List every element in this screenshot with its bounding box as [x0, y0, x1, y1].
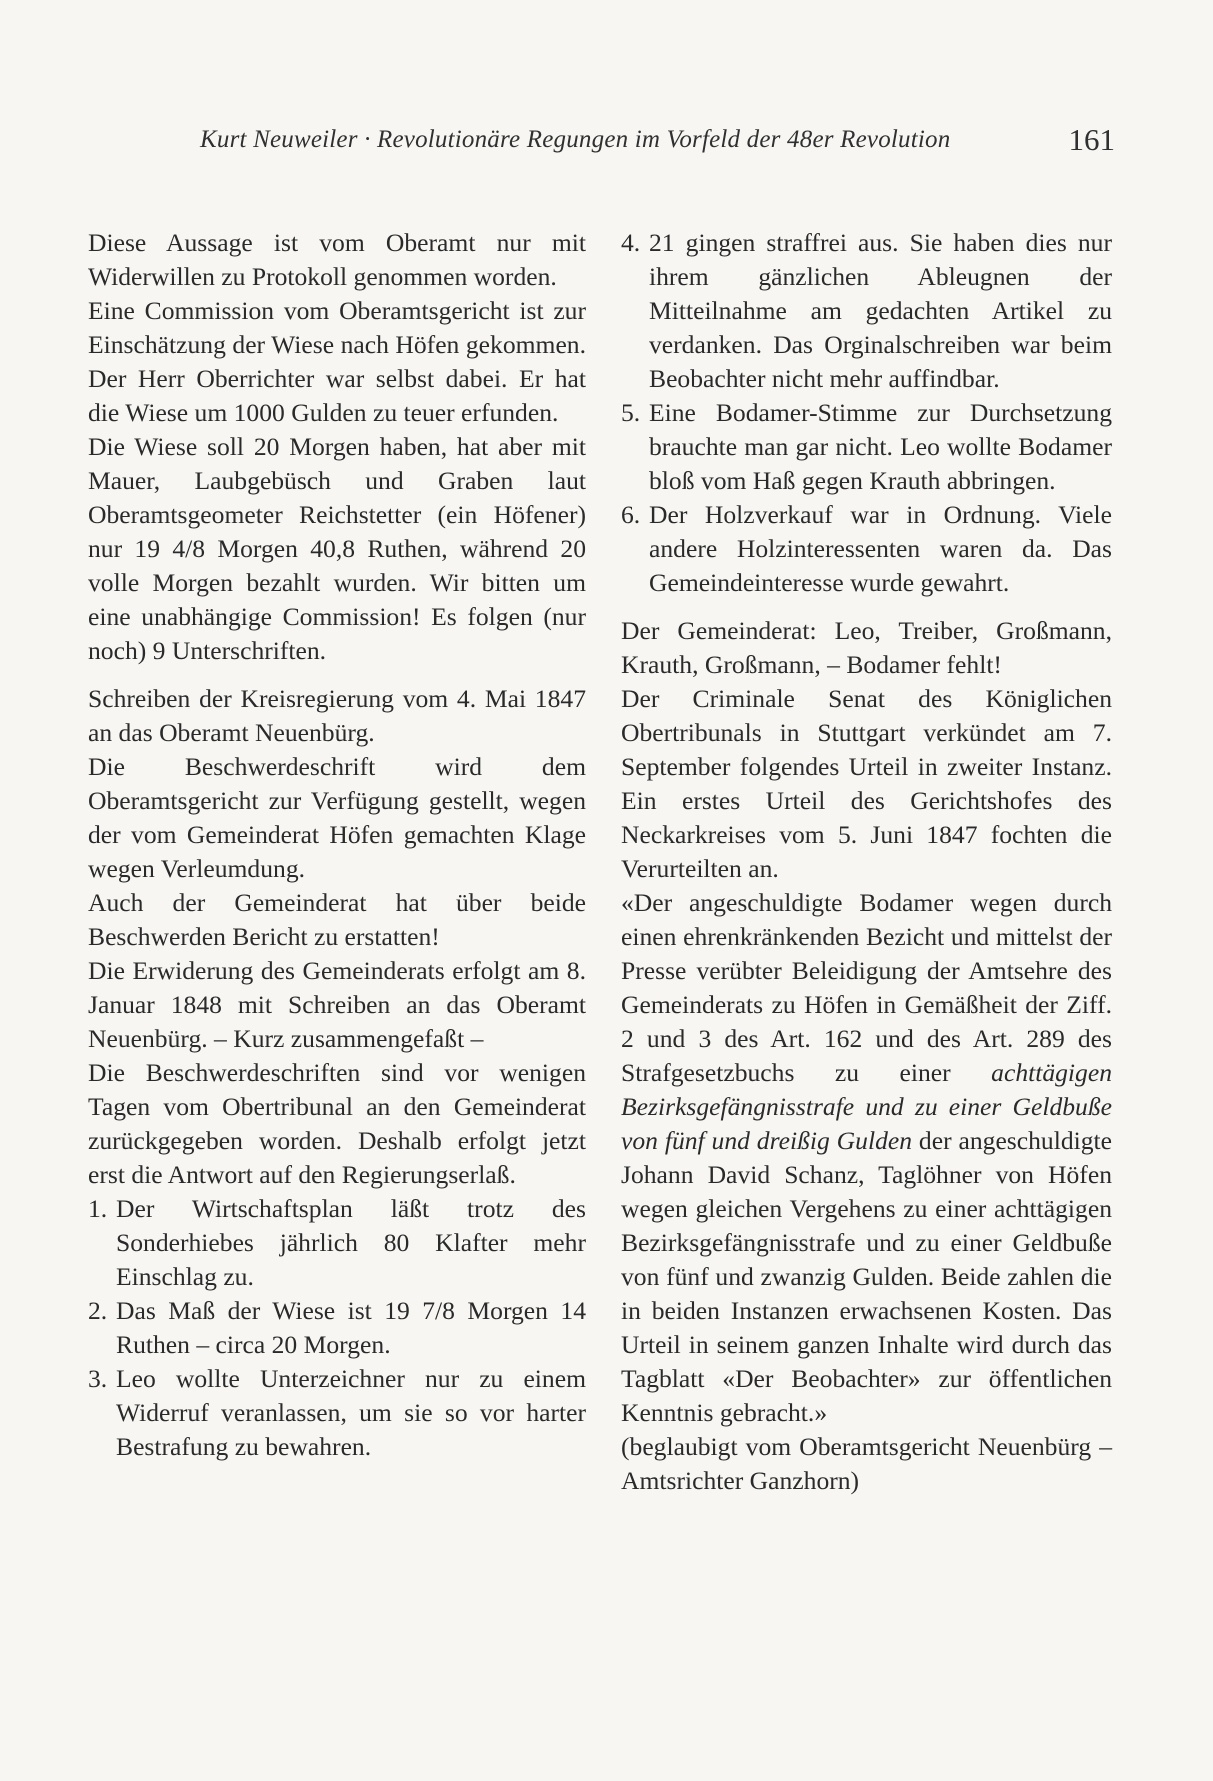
list-item: [621, 498, 1112, 600]
list-text: Leo wollte Unterzeichner nur zu einem Widerruf veranlassen, um sie so vor harter Bestrafung zu bewahren.: [116, 1364, 586, 1461]
list-item: [88, 1192, 586, 1294]
quote-text: «Der angeschuldigte Bodamer wegen durch einen ehrenkränkenden Bezicht und mittelst der Presse verübter Beleidigung der Amtsehre des Gemeinderats zu Höfen in Gemäßheit der Ziff. 2 und 3 des Art. 162 und des Art. 289 des Strafgesetzbuchs zu einer: [621, 888, 1112, 1087]
verdict-quote: [621, 886, 1112, 1430]
list-text: Der Wirtschaftsplan läßt trotz des Sonderhiebes jährlich 80 Klafter mehr Einschlag zu.: [116, 1194, 586, 1291]
quote-text: der angeschuldigte Johann David Schanz, Taglöhner von Höfen wegen gleichen Vergehens zu einer achttägigen Bezirksgefängnisstrafe und zu einer Geldbuße von fünf und zwanzig Gulden. Beide zahlen die in beiden Instanzen erwachsenen Kosten. Das Urteil in seinem ganzen Inhalte wird durch das Tagblatt «Der Beobachter» zur öffentlichen Kenntnis gebracht.»: [621, 1126, 1112, 1427]
left-column: [88, 226, 586, 1464]
list-number: 4.: [621, 228, 641, 257]
list-number: 3.: [88, 1364, 108, 1393]
paragraph: Eine Commission vom Oberamtsgericht ist zur Einschätzung der Wiese nach Höfen gekommen. Der Herr Oberrichter war selbst dabei. Er hat die Wiese um 1000 Gulden zu teuer erfunden.: [88, 296, 586, 427]
list-item: [88, 1294, 586, 1362]
list-item: [88, 1362, 586, 1464]
list-number: 5.: [621, 398, 641, 427]
page-number: 161: [1068, 122, 1115, 157]
paragraph: Die Wiese soll 20 Morgen haben, hat aber mit Mauer, Laubgebüsch und Graben laut Oberamtsgeometer Reichstetter (ein Höfener) nur 19 4/8 Morgen 40,8 Ruthen, während 20 volle Morgen bezahlt wurden. Wir bitten um eine unabhängige Commission! Es folgen (nur noch) 9 Unterschriften.: [88, 432, 586, 665]
list-item: [621, 226, 1112, 396]
paragraph: Der Gemeinderat: Leo, Treiber, Großmann, Krauth, Großmann, – Bodamer fehlt!: [621, 616, 1112, 679]
list-text: Eine Bodamer-Stimme zur Durchsetzung brauchte man gar nicht. Leo wollte Bodamer bloß vom Haß gegen Krauth abbringen.: [649, 398, 1112, 495]
quote-italic-text: achttägigen Bezirksgefängnisstrafe und zu einer Geldbuße von fünf und dreißig Gulden: [621, 1058, 1112, 1155]
paragraph: Die Beschwerdeschrift wird dem Oberamtsgericht zur Verfügung gestellt, wegen der vom Gemeinderat Höfen gemachten Klage wegen Verleumdung.: [88, 752, 586, 883]
list-number: 1.: [88, 1194, 108, 1223]
list-number: 6.: [621, 500, 641, 529]
list-text: 21 gingen straffrei aus. Sie haben dies nur ihrem gänzlichen Ableugnen der Mitteilnahme am gedachten Artikel zu verdanken. Das Orginalschreiben war beim Beobachter nicht mehr auffindbar.: [649, 228, 1112, 393]
running-header: [200, 122, 1115, 162]
list-text: Das Maß der Wiese ist 19 7/8 Morgen 14 Ruthen – circa 20 Morgen.: [116, 1296, 586, 1359]
paragraph: Schreiben der Kreisregierung vom 4. Mai 1847 an das Oberamt Neuenbürg.: [88, 684, 586, 747]
paragraph: Auch der Gemeinderat hat über beide Beschwerden Bericht zu erstatten!: [88, 888, 586, 951]
list-text: Der Holzverkauf war in Ordnung. Viele andere Holzinteressenten waren da. Das Gemeindeinteresse wurde gewahrt.: [649, 500, 1112, 597]
list-item: [621, 396, 1112, 498]
paragraph: Die Beschwerdeschriften sind vor wenigen Tagen vom Obertribunal an den Gemeinderat zurückgegeben worden. Deshalb erfolgt jetzt erst die Antwort auf den Regierungserlaß.: [88, 1058, 586, 1189]
paragraph: Diese Aussage ist vom Oberamt nur mit Widerwillen zu Protokoll genommen worden.: [88, 228, 586, 291]
paragraph: (beglaubigt vom Oberamtsgericht Neuenbürg – Amtsrichter Ganzhorn): [621, 1432, 1112, 1495]
right-column: [621, 226, 1112, 1498]
list-number: 2.: [88, 1296, 108, 1325]
running-title: Kurt Neuweiler · Revolutionäre Regungen im Vorfeld der 48er Revolution: [200, 126, 951, 153]
paragraph: Die Erwiderung des Gemeinderats erfolgt am 8. Januar 1848 mit Schreiben an das Oberamt Neuenbürg. – Kurz zusammengefaßt –: [88, 956, 586, 1053]
paragraph: Der Criminale Senat des Königlichen Obertribunals in Stuttgart verkündet am 7. September folgendes Urteil in zweiter Instanz. Ein erstes Urteil des Gerichtshofes des Neckarkreises vom 5. Juni 1847 fochten die Verurteilten an.: [621, 684, 1112, 883]
